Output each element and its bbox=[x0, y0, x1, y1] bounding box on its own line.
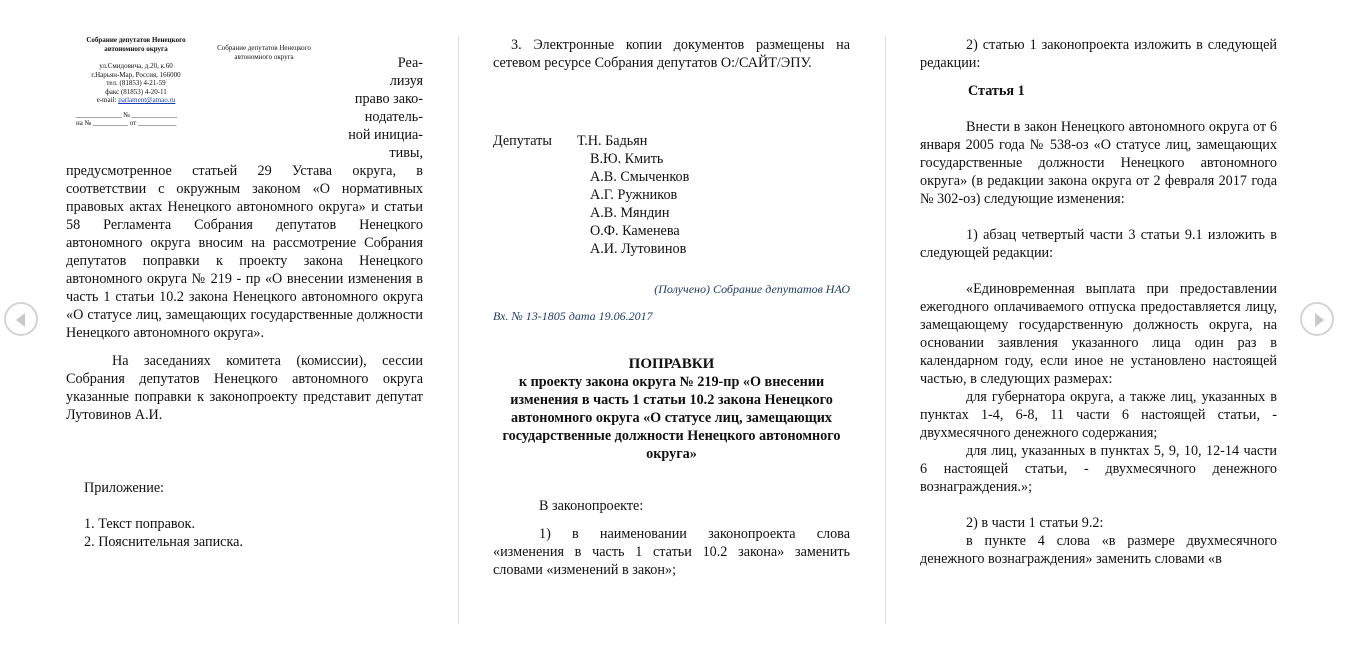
amendments-title-block bbox=[493, 355, 850, 463]
deputy-name: О.Ф. Каменева bbox=[590, 223, 680, 239]
intro-word: лизуя bbox=[389, 73, 423, 89]
letterhead-sender bbox=[76, 36, 196, 128]
document-page-1 bbox=[66, 36, 423, 551]
sub-item-2: 2) в части 1 статьи 9.2: bbox=[966, 515, 1104, 531]
amendments-subtitle: к проекту закона округа № 219-пр «О внесении изменения в часть 1 статьи 10.2 закона Ненецкого автономного округа «О статусе лиц, замещающих государственные должности Ненецкого автономного округа» bbox=[502, 374, 841, 462]
appendix-item: 2. Пояснительная записка. bbox=[84, 534, 243, 550]
email-label: e-mail: bbox=[96, 96, 119, 104]
deputy-name: А.В. Смыченков bbox=[590, 169, 690, 185]
quoted-text-a: для губернатора округа, а также лиц, указанных в пунктах 1-4, 6-8, 11 части 6 настоящей статьи, - двухмесячного денежного содержания; bbox=[920, 389, 1277, 441]
appendix-label: Приложение: bbox=[84, 480, 165, 496]
org-name: Собрание депутатов Ненецкого автономного округа bbox=[86, 36, 186, 53]
article-heading: Статья 1 bbox=[968, 83, 1025, 99]
sub-item-1: 1) абзац четвертый части 3 статьи 9.1 изложить в следующей редакции: bbox=[920, 227, 1277, 261]
body-paragraph: На заседаниях комитета (комиссии), сессии Собрания депутатов Ненецкого автономного округа указанные поправки к законопроекту представит депутат Лутовинов А.И. bbox=[66, 353, 423, 423]
org-email-line bbox=[76, 96, 196, 105]
letterhead bbox=[66, 36, 423, 164]
deputy-row bbox=[493, 186, 850, 204]
intro-word: ной инициа- bbox=[348, 127, 423, 143]
page-divider bbox=[458, 36, 459, 624]
amendment-item-2: 2) статью 1 законопроекта изложить в следующей редакции: bbox=[920, 37, 1277, 71]
addressee: Собрание депутатов Ненецкого автономного округа bbox=[217, 44, 311, 61]
next-page-button[interactable] bbox=[1300, 302, 1334, 336]
email-link[interactable]: parlament@atnao.ru bbox=[118, 96, 176, 104]
amendment-intro: Внести в закон Ненецкого автономного округа от 6 января 2005 года № 538-оз «О статусе лиц, замещающих государственные должности Ненецкого автономного округа» (в редакции закона округа от 2 февраля 2017 года № 302-оз) следующие изменения: bbox=[920, 119, 1277, 207]
deputy-name: Т.Н. Бадьян bbox=[577, 133, 648, 149]
deputy-row bbox=[493, 132, 850, 150]
deputy-name: А.И. Лутовинов bbox=[590, 241, 687, 257]
reg-line-2: на № __________ от ___________ bbox=[76, 119, 177, 127]
intro-words bbox=[331, 54, 423, 162]
amendment-item-1: 1) в наименовании законопроекта слова «изменения в часть 1 статьи 10.2 закона» заменить словами «изменений в закон»; bbox=[493, 526, 850, 578]
deputy-row bbox=[493, 204, 850, 222]
deputy-name: А.Г. Ружников bbox=[590, 187, 678, 203]
appendix-item: 1. Текст поправок. bbox=[84, 516, 195, 532]
prev-page-button[interactable] bbox=[4, 302, 38, 336]
deputies-list bbox=[493, 132, 850, 258]
page-divider bbox=[885, 36, 886, 624]
deputy-name: А.В. Мяндин bbox=[590, 205, 670, 221]
intro-word: тивы, bbox=[389, 145, 423, 161]
intro-word: нодатель- bbox=[364, 109, 423, 125]
org-address: ул.Смидовича, д.20, к.60 bbox=[99, 62, 173, 70]
chevron-right-icon bbox=[1315, 313, 1324, 327]
in-bill-label: В законопроекте: bbox=[539, 498, 644, 514]
deputy-row bbox=[493, 222, 850, 240]
deputy-row bbox=[493, 150, 850, 168]
quoted-text: «Единовременная выплата при предоставлении ежегодного оплачиваемого отпуска предоставляется лицу, замещающему государственную должность округа, на основании заявления указанного лица один раз в календарном году, если иное не установлено настоящей частью, в следующих размерах: bbox=[920, 281, 1277, 387]
sub-item-2-text: в пункте 4 слова «в размере двухмесячного денежного вознаграждения» заменить словами «в bbox=[920, 533, 1277, 567]
document-page-2 bbox=[493, 36, 850, 579]
body-paragraph: предусмотренное статьей 29 Устава округа, в соответствии с окружным законом «О нормативных правовых актах Ненецкого автономного округа» и статьи 58 Регламента Собрания депутатов Ненецкого автономного округа вносим на рассмотрение Собрания депутатов поправки к проекту закона Ненецкого автономного округа № 219 - пр «О внесении изменения в часть 1 статьи 10.2 закона Ненецкого автономного округа «О статусе лиц, замещающих государственные должности Ненецкого автономного округа». bbox=[66, 163, 423, 341]
deputies-label: Депутаты bbox=[493, 133, 552, 149]
item-3: 3. Электронные копии документов размещены на сетевом ресурсе Собрания депутатов О:/САЙТ/ЭПУ. bbox=[493, 37, 850, 71]
chevron-left-icon bbox=[16, 313, 25, 327]
org-fax: факс (81853) 4-20-11 bbox=[105, 87, 167, 96]
received-stamp: (Получено) Собрание депутатов НАО bbox=[654, 282, 850, 296]
deputy-name: В.Ю. Кмить bbox=[590, 151, 664, 167]
deputy-row bbox=[493, 240, 850, 258]
org-city: г.Нарьян-Мар, Россия, 166000 bbox=[91, 70, 181, 79]
incoming-number: Вх. № 13-1805 дата 19.06.2017 bbox=[493, 309, 653, 323]
quoted-text-b: для лиц, указанных в пунктах 5, 9, 10, 12-14 части 6 настоящей статьи, - двухмесячного денежного вознаграждения.»; bbox=[920, 443, 1277, 495]
deputy-row bbox=[493, 168, 850, 186]
intro-word: право зако- bbox=[354, 91, 423, 107]
document-page-3 bbox=[920, 36, 1277, 568]
reg-line-1: _____________ № _____________ bbox=[76, 110, 178, 119]
org-phone: тел. (81853) 4-21-59 bbox=[106, 79, 166, 87]
amendments-title: ПОПРАВКИ bbox=[628, 356, 715, 372]
intro-word: Реа- bbox=[397, 55, 423, 71]
